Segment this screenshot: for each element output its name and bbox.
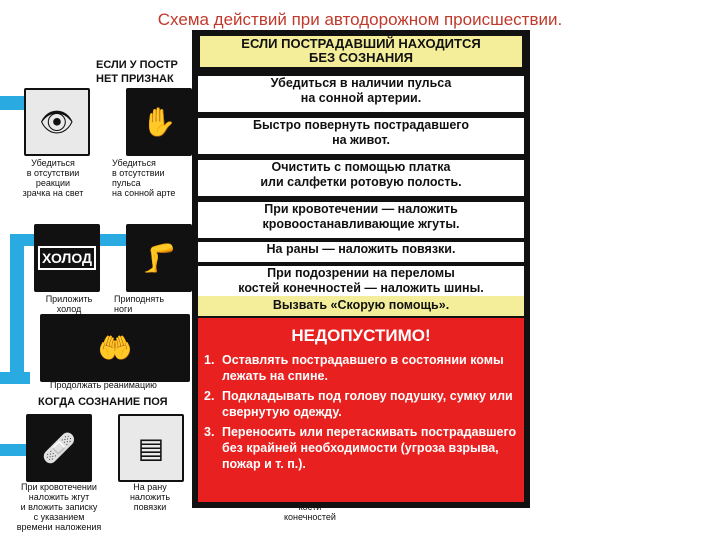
card-header-line: ЕСЛИ ПОСТРАДАВШИЙ НАХОДИТСЯ [241,36,481,51]
poster-section-heading: КОГДА СОЗНАНИЕ ПОЯ [38,396,168,408]
step-clean-mouth: Очистить с помощью платка или салфетки ротовую полость. [198,160,524,198]
forbidden-item [204,352,524,384]
forbidden-title: НЕДОПУСТИМО! [291,326,431,345]
card-header [200,36,522,67]
step-bandage: На раны — наложить повязки. [198,242,524,264]
poster-header-line: НЕТ ПРИЗНАК [96,73,174,85]
cold-pack-icon [34,224,100,292]
forbidden-number: 1. [204,353,215,367]
tile-caption: Приложить холод [45,294,93,314]
connector-pipe [10,234,24,384]
instruction-card [192,30,530,508]
card-header-line: БЕЗ СОЗНАНИЯ [309,50,413,65]
poster-header-line: ЕСЛИ У ПОСТР [96,59,178,71]
forbidden-panel [198,318,524,502]
bandage-icon: ▤ [118,414,184,482]
tile-caption: Убедиться в отсутствии пульса на сонной арте [112,158,176,198]
step-splint: При подозрении на переломы костей конечностей — наложить шины. [198,266,524,304]
tourniquet-icon: 🩹 [26,414,92,482]
step-turn-over: Быстро повернуть пострадавшего на живот. [198,118,524,156]
step-tourniquet: При кровотечении — наложить кровоостанавливающие жгуты. [198,202,524,240]
forbidden-number: 2. [204,389,215,403]
resuscitation-icon: 🤲 [40,314,190,382]
poster-header [96,58,178,86]
legs-icon: 🦵 [126,224,192,292]
tile-caption: конечностей [284,512,336,522]
forbidden-text: Оставлять пострадавшего в состоянии комы лежать на спине. [222,353,504,383]
tile-caption: На рану наложить повязки [129,482,171,512]
tile-caption: При кровотечении наложить жгут и вложить записку с указанием времени наложения [16,482,102,532]
page-title: Схема действий при автодорожном происшествии. [157,10,563,29]
eye-icon: 👁 [24,88,90,156]
connector-pipe [0,444,26,456]
forbidden-item [204,388,524,420]
forbidden-item [204,424,524,472]
tile-caption: Продолжать реанимацию [50,380,157,390]
forbidden-number: 3. [204,425,215,439]
step-check-pulse: Убедиться в наличии пульса на сонной артерии. [198,76,524,114]
hand-icon: ✋ [126,88,192,156]
cold-pack-label: ХОЛОД [38,246,96,270]
forbidden-text: Переносить или перетаскивать пострадавшего без крайней необходимости (угроза взрыва, пожар и т. п.). [222,425,517,471]
forbidden-text: Подкладывать под голову подушку, сумку или свернутую одежду. [222,389,513,419]
connector-pipe [0,372,30,384]
tile-caption: Приподнять ноги [114,294,165,314]
step-call-ambulance: Вызвать «Скорую помощь». [198,296,524,318]
tile-caption: Убедиться в отсутствии реакции зрачка на свет [22,158,84,198]
